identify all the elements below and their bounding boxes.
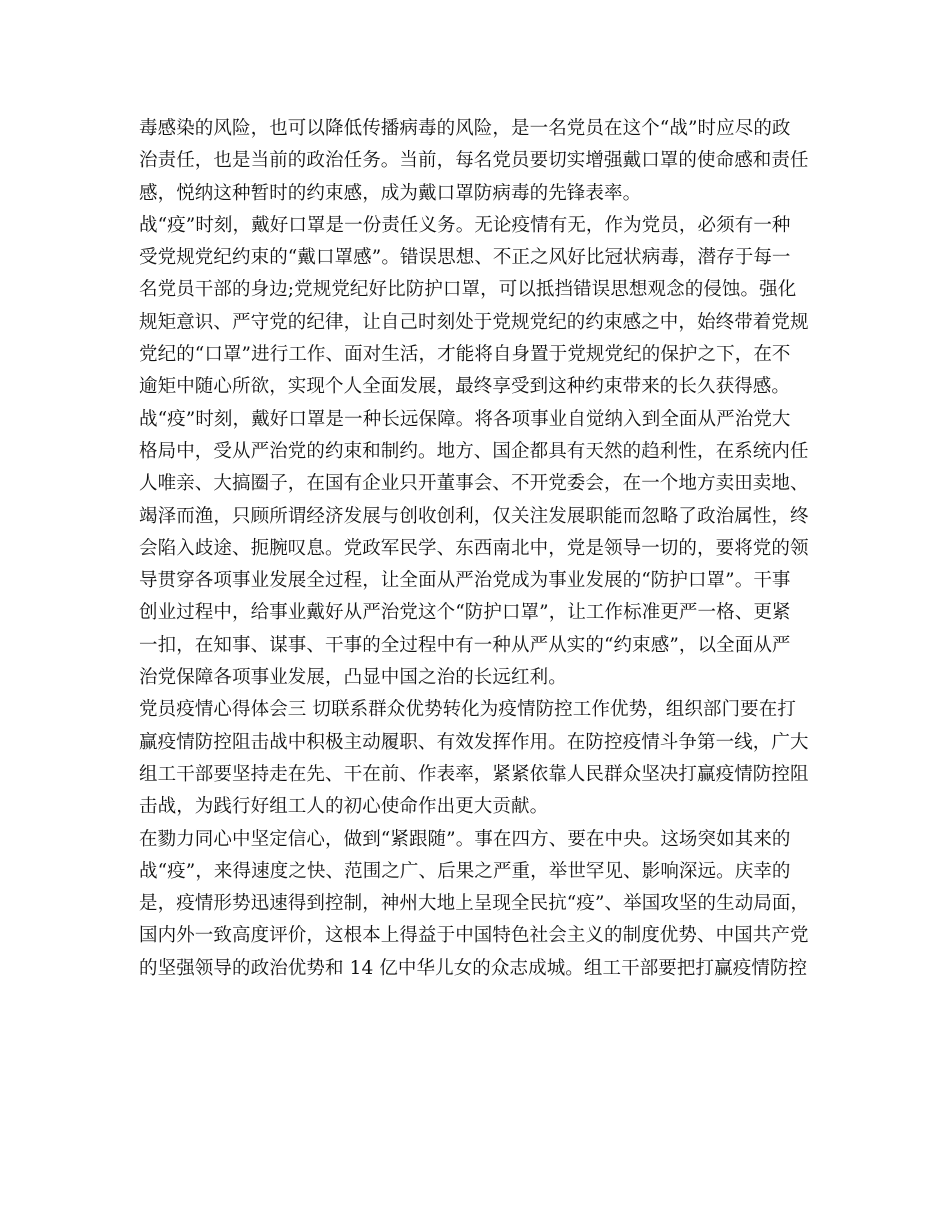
text-line: 在勠力同心中坚定信心，做到“紧跟随”。事在四方、要在中央。这场突如其来的 bbox=[139, 828, 791, 850]
text-line: 党纪的“口罩”进行工作、面对生活，才能将自身置于党规党纪的保护之下，在不 bbox=[139, 344, 791, 366]
text-line: 赢疫情防控阻击战中积极主动履职、有效发挥作用。在防控疫情斗争第一线，广大 bbox=[139, 731, 809, 753]
text-line: 会陷入歧途、扼腕叹息。党政军民学、东西南北中，党是领导一切的，要将党的领 bbox=[139, 537, 809, 559]
text-line: 一扣，在知事、谋事、干事的全过程中有一种从严从实的“约束感”，以全面从严 bbox=[139, 634, 791, 656]
text-line: 格局中，受从严治党的约束和制约。地方、国企都具有天然的趋利性，在系统内任 bbox=[139, 440, 809, 462]
text-line: 战“疫”，来得速度之快、范围之广、后果之严重，举世罕见、影响深远。庆幸的 bbox=[139, 860, 791, 882]
text-line: 党员疫情心得体会三 切联系群众优势转化为疫情防控工作优势，组织部门要在打 bbox=[139, 699, 796, 721]
text-line: 毒感染的风险，也可以降低传播病毒的风险，是一名党员在这个“战”时应尽的政 bbox=[139, 118, 791, 139]
text-line: 战“疫”时刻，戴好口罩是一份责任义务。无论疫情有无，作为党员，必须有一种 bbox=[139, 214, 791, 236]
text-line: 击战，为践行好组工人的初心使命作出更大贡献。 bbox=[139, 796, 549, 818]
text-line: 是，疫情形势迅速得到控制，神州大地上呈现全民抗“疫”、举国攻坚的生动局面， bbox=[139, 893, 810, 915]
text-line: 逾矩中随心所欲，实现个人全面发展，最终享受到这种约束带来的长久获得感。 bbox=[139, 376, 791, 398]
text-line: 受党规党纪约束的“戴口罩感”。错误思想、不正之风好比冠状病毒，潜存于每一 bbox=[139, 247, 791, 269]
text-line: 创业过程中，给事业戴好从严治党这个“防护口罩”，让工作标准更严一格、更紧 bbox=[139, 602, 791, 624]
text-line: 战“疫”时刻，戴好口罩是一种长远保障。将各项事业自觉纳入到全面从严治党大 bbox=[139, 408, 791, 430]
document-body bbox=[139, 113, 824, 985]
text-line: 导贯穿各项事业发展全过程，让全面从严治党成为事业发展的“防护口罩”。干事 bbox=[139, 570, 791, 592]
text-line: 感，悦纳这种暂时的约束感，成为戴口罩防病毒的先锋表率。 bbox=[139, 182, 642, 204]
text-line: 组工干部要坚持走在先、干在前、作表率，紧紧依靠人民群众坚决打赢疫情防控阻 bbox=[139, 763, 809, 785]
text-line: 治责任，也是当前的政治任务。当前，每名党员要切实增强戴口罩的使命感和责任 bbox=[139, 150, 809, 172]
text-line: 的坚强领导的政治优势和 14 亿中华儿女的众志成城。组工干部要把打赢疫情防控 bbox=[139, 957, 808, 979]
text-line: 治党保障各项事业发展，凸显中国之治的长远红利。 bbox=[139, 667, 567, 689]
text-line: 规矩意识、严守党的纪律，让自己时刻处于党规党纪的约束感之中，始终带着党规 bbox=[139, 311, 809, 333]
text-line: 人唯亲、大搞圈子，在国有企业只开董事会、不开党委会，在一个地方卖田卖地、 bbox=[139, 473, 809, 495]
text-line: 国内外一致高度评价，这根本上得益于中国特色社会主义的制度优势、中国共产党 bbox=[139, 925, 809, 947]
text-line: 名党员干部的身边;党规党纪好比防护口罩，可以抵挡错误思想观念的侵蚀。强化 bbox=[139, 279, 797, 301]
text-line: 竭泽而渔，只顾所谓经济发展与创收创利，仅关注发展职能而忽略了政治属性，终 bbox=[139, 505, 809, 527]
